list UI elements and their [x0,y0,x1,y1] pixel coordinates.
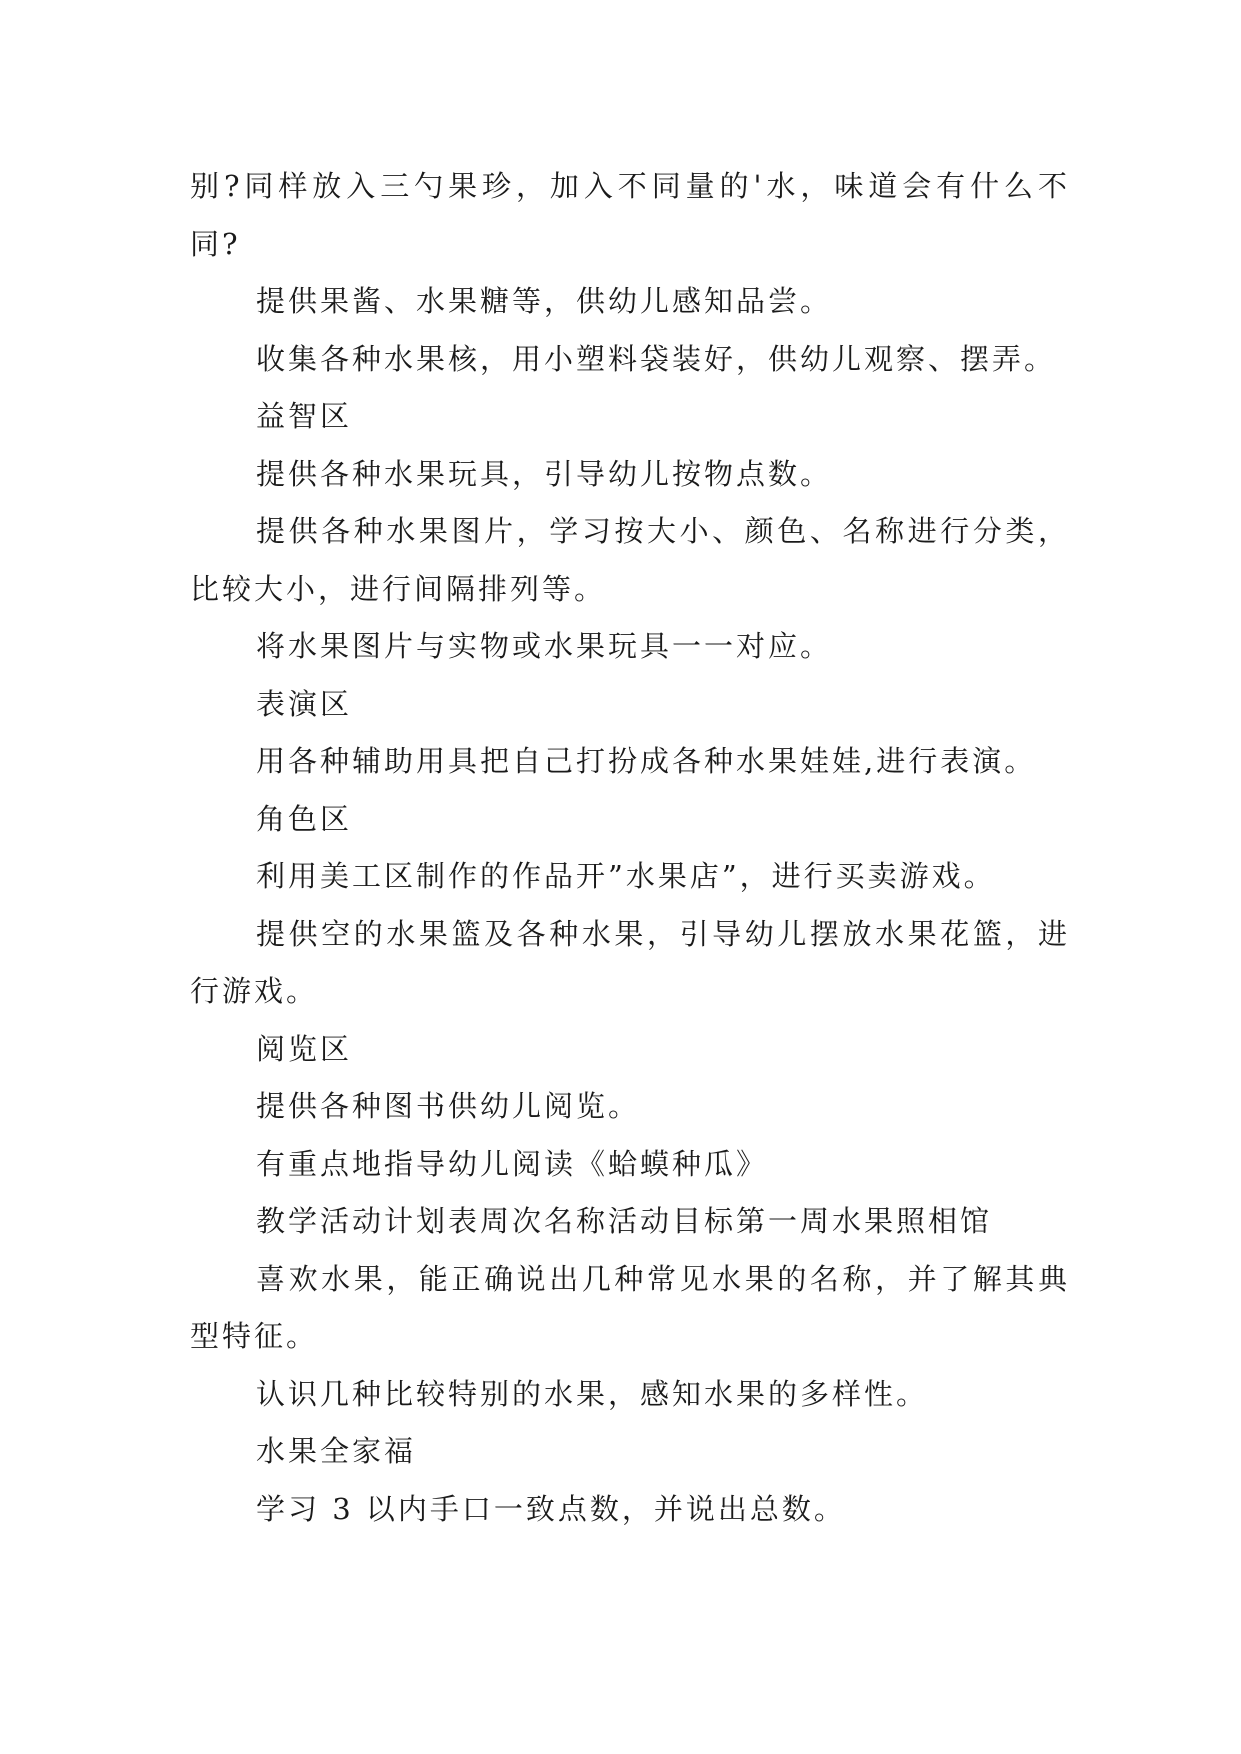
section-heading-performance-area: 表演区 [256,686,353,721]
paragraph: 提供各种图书供幼儿阅览。 [256,1089,641,1123]
section-heading-fruit-family: 水果全家福 [256,1434,417,1468]
section-heading-role-play-area: 角色区 [256,801,353,836]
paragraph: 提供各种水果图片，学习按大小、颜色、名称进行分类，比较大小，进行间隔排列等。 [190,514,1070,606]
paragraph: 提供空的水果篮及各种水果，引导幼儿摆放水果花篮，进行游戏。 [190,916,1070,1008]
document-body [190,158,1070,1538]
paragraph: 教学活动计划表周次名称活动目标第一周水果照相馆 [256,1204,993,1238]
paragraph: 提供各种水果玩具，引导幼儿按物点数。 [256,456,833,491]
paragraph: 提供果酱、水果糖等，供幼儿感知品尝。 [256,284,833,318]
paragraph: 认识几种比较特别的水果，感知水果的多样性。 [256,1376,929,1411]
paragraph-continuation: 别?同样放入三勺果珍，加入不同量的'水，味道会有什么不同? [190,169,1070,261]
paragraph: 将水果图片与实物或水果玩具一一对应。 [256,629,833,663]
paragraph: 喜欢水果，能正确说出几种常见水果的名称，并了解其典型特征。 [190,1261,1070,1353]
paragraph: 用各种辅助用具把自己打扮成各种水果娃娃,进行表演。 [256,744,1037,778]
section-heading-reading-area: 阅览区 [256,1031,353,1066]
paragraph: 有重点地指导幼儿阅读《蛤蟆种瓜》 [256,1146,769,1181]
section-heading-puzzle-area: 益智区 [256,399,353,433]
paragraph: 收集各种水果核，用小塑料袋装好，供幼儿观察、摆弄。 [256,341,1057,376]
paragraph: 利用美工区制作的作品开”水果店”，进行买卖游戏。 [256,859,996,893]
paragraph: 学习 3 以内手口一致点数，并说出总数。 [256,1491,846,1526]
